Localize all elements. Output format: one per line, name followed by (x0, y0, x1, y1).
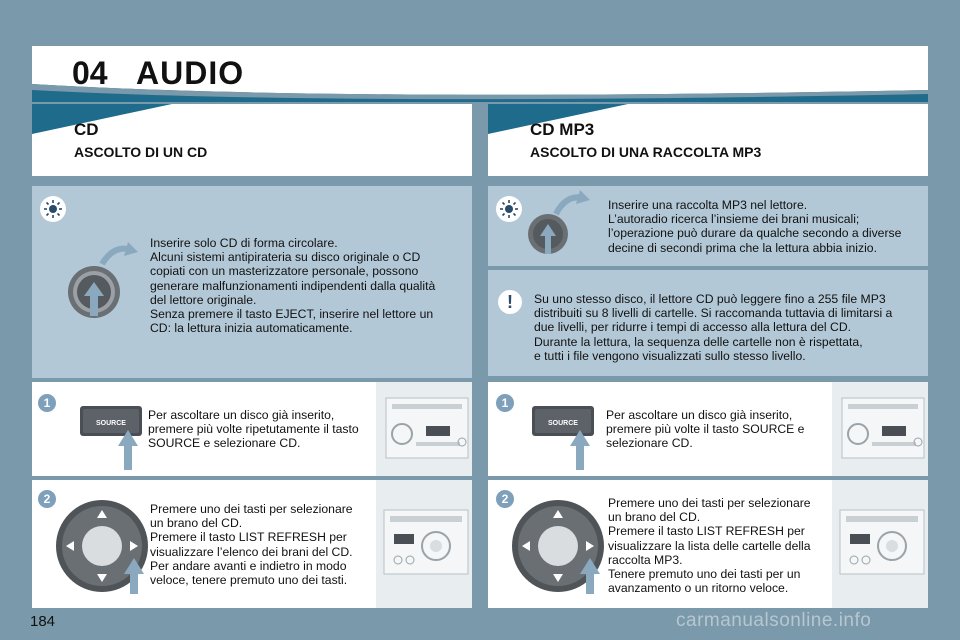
source-button-icon (76, 400, 148, 472)
left-step1-text: Per ascoltare un disco già inserito, premere più volte ripetutamente il tasto SOURCE e selezionare CD. (148, 408, 359, 451)
left-section-title: CD (74, 120, 99, 139)
radio-thumbnail (376, 480, 472, 608)
radio-thumbnail (376, 382, 472, 476)
source-button-label: SOURCE (96, 420, 126, 427)
left-step2-badge: 2 (36, 488, 58, 510)
right-section-title: CD MP3 (530, 120, 595, 139)
left-step1-panel (32, 382, 472, 476)
left-header-decoration (32, 104, 472, 176)
sun-icon (496, 196, 522, 222)
dpad-icon (508, 496, 608, 596)
watermark: carmanualsonline.info (676, 610, 872, 631)
right-step2-panel (488, 480, 928, 608)
eject-knob-icon (62, 236, 152, 326)
right-step1-panel (488, 382, 928, 476)
right-step2-badge: 2 (494, 488, 516, 510)
chapter-number: 04 (72, 55, 108, 91)
radio-thumbnail (832, 480, 928, 608)
left-section-subtitle: ASCOLTO DI UN CD (74, 144, 208, 160)
page-number: 184 (30, 613, 56, 630)
left-step2-text: Premere uno dei tasti per selezionare un brano del CD. Premere il tasto LIST REFRESH per visualizzare l’elenco dei brani del CD. Per andare avanti e indietro in modo veloce, tenere premuto uno dei tasti. (150, 502, 353, 588)
left-info-panel (32, 186, 472, 378)
right-warning-text: Su uno stesso disco, il lettore CD può leggere fino a 255 file MP3 distribuiti su 8 livelli di cartelle. Si raccomanda tuttavia di limitarsi a due livelli, per ridurre i tempi di accesso alla lettura del CD. Durante la lettura, la sequenza delle cartelle non è rispettata, e tutti i file vengono visualizzati sullo stesso livello. (534, 292, 893, 363)
right-section-subtitle: ASCOLTO DI UNA RACCOLTA MP3 (530, 144, 762, 160)
radio-thumbnail (832, 382, 928, 476)
right-section-header (488, 104, 928, 176)
right-info-text: Inserire una raccolta MP3 nel lettore. L’autoradio ricerca l’insieme dei brani musicali; l’operazione può durare da qualche secondo a diverse decine di secondi prima che la lettura abbia inizio. (608, 198, 902, 255)
right-step2-text: Premere uno dei tasti per selezionare un brano del CD. Premere il tasto LIST REFRESH per visualizzare la lista delle cartelle della raccolta MP3. Tenere premuto uno dei tasti per un avanzamento o un ritorno veloce. (608, 496, 811, 596)
source-button-icon (528, 400, 600, 472)
right-header-decoration (488, 104, 928, 176)
left-section-header (32, 104, 472, 176)
warning-icon: ! (498, 290, 522, 314)
eject-knob-icon (528, 188, 598, 264)
right-info-panel (488, 186, 928, 266)
right-step1-badge: 1 (494, 392, 516, 414)
chapter-title: AUDIO (136, 55, 245, 91)
right-step1-text: Per ascoltare un disco già inserito, premere più volte il tasto SOURCE e selezionare CD. (606, 408, 805, 451)
left-step1-badge: 1 (36, 392, 58, 414)
left-step2-panel (32, 480, 472, 608)
source-button-label: SOURCE (548, 420, 578, 427)
right-warning-panel (488, 270, 928, 376)
dpad-icon (52, 496, 152, 596)
sun-icon (40, 196, 66, 222)
left-info-text: Inserire solo CD di forma circolare. Alcuni sistemi antipirateria su disco originale o CD copiati con un masterizzatore personale, possono generare malfunzionamenti indipendenti dalla qualità del lettore originale. Senza premere il tasto EJECT, inserire nel lettore un CD: la lettura inizia automaticamente. (150, 236, 436, 336)
